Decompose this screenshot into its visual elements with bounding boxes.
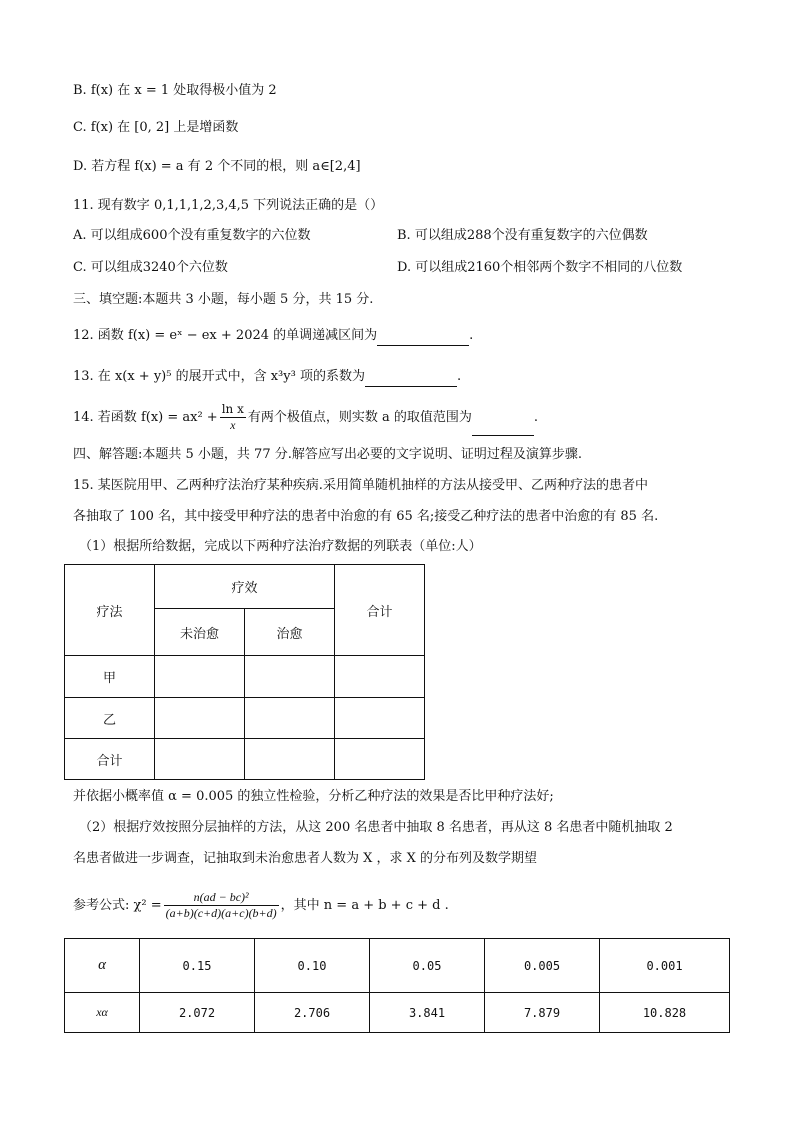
table-cell-empty[interactable] (335, 739, 425, 780)
alpha-header: α (65, 939, 140, 993)
table-cell-empty[interactable] (335, 698, 425, 739)
critical-value: 2.072 (140, 993, 255, 1033)
question-13 (73, 367, 461, 387)
answer-blank-13[interactable] (365, 372, 457, 387)
option-11b: B. 可以组成288个没有重复数字的六位偶数 (397, 228, 648, 243)
question-15-part2-line2: 名患者做进一步调查，记抽取到未治愈患者人数为 X ，求 X 的分布列及数学期望 (73, 851, 538, 866)
question-14-fraction (220, 402, 246, 433)
table-cell-empty[interactable] (245, 656, 335, 698)
alpha-value: 0.10 (255, 939, 370, 993)
x-alpha-header: xα (65, 993, 140, 1033)
question-15-line1: 15. 某医院用甲、乙两种疗法治疗某种疾病.采用简单随机抽样的方法从接受甲、乙两种疗法的患者中 (73, 478, 648, 493)
formula-denominator: (a+b)(c+d)(a+c)(b+d) (165, 906, 277, 920)
question-12-period: . (469, 328, 474, 343)
header-effect: 疗效 (155, 565, 335, 609)
table-cell-empty[interactable] (155, 739, 245, 780)
table-cell-empty[interactable] (335, 656, 425, 698)
row-label-jia: 甲 (65, 656, 155, 698)
formula-numerator: n(ad − bc)² (164, 890, 279, 906)
critical-value: 3.841 (370, 993, 485, 1033)
header-total: 合计 (335, 565, 425, 656)
alpha-value: 0.005 (485, 939, 600, 993)
fraction-denominator: x (230, 418, 236, 432)
alpha-value: 0.15 (140, 939, 255, 993)
option-10c: C. f(x) 在 [0, 2] 上是增函数 (73, 120, 239, 135)
fraction-numerator: ln x (221, 402, 244, 416)
alpha-value: 0.001 (600, 939, 730, 993)
question-14-text: 14. 若函数 f(x) = ax² + (73, 410, 218, 425)
table-cell-empty[interactable] (245, 739, 335, 780)
question-15-part1: （1）根据所给数据，完成以下两种疗法治疗数据的列联表（单位:人） (79, 539, 482, 554)
formula-tail: ，其中 n = a + b + c + d . (280, 898, 449, 913)
answer-blank-12[interactable] (377, 331, 469, 346)
formula-label: 参考公式: χ² = (73, 898, 162, 913)
question-14-middle: 有两个极值点，则实数 a 的取值范围为 (247, 410, 472, 425)
header-cured: 治愈 (245, 609, 335, 656)
question-12-text: 12. 函数 f(x) = eˣ − ex + 2024 的单调递减区间为 (73, 328, 378, 343)
contingency-table (64, 564, 425, 780)
question-15-after-table: 并依据小概率值 α = 0.005 的独立性检验，分析乙种疗法的效果是否比甲种疗法好; (73, 789, 554, 804)
question-12 (73, 326, 473, 346)
question-11-stem: 11. 现有数字 0,1,1,1,2,3,4,5 下列说法正确的是（） (73, 198, 384, 213)
alpha-value: 0.05 (370, 939, 485, 993)
critical-value-table (64, 938, 730, 1033)
option-10b: B. f(x) 在 x = 1 处取得极小值为 2 (73, 83, 277, 98)
header-uncured: 未治愈 (155, 609, 245, 656)
header-method: 疗法 (65, 565, 155, 656)
answer-blank-14[interactable] (472, 421, 534, 436)
section-4-heading: 四、解答题:本题共 5 小题，共 77 分.解答应写出必要的文字说明、证明过程及演算步骤. (73, 447, 582, 462)
option-10d: D. 若方程 f(x) = a 有 2 个不同的根，则 a∈[2,4] (73, 159, 361, 174)
critical-value: 10.828 (600, 993, 730, 1033)
critical-value: 7.879 (485, 993, 600, 1033)
question-15-line2: 各抽取了 100 名，其中接受甲种疗法的患者中治愈的有 65 名;接受乙种疗法的患者中治愈的有 85 名. (73, 509, 659, 524)
option-11d: D. 可以组成2160个相邻两个数字不相同的八位数 (397, 260, 683, 275)
question-14-period: . (533, 410, 539, 425)
critical-value: 2.706 (255, 993, 370, 1033)
reference-formula (73, 886, 449, 926)
option-11a: A. 可以组成600个没有重复数字的六位数 (73, 228, 311, 243)
table-cell-empty[interactable] (155, 698, 245, 739)
formula-fraction (164, 890, 279, 921)
question-13-period: . (456, 369, 462, 384)
question-13-text: 13. 在 x(x + y)⁵ 的展开式中，含 x³y³ 项的系数为 (73, 369, 365, 384)
table-cell-empty[interactable] (155, 656, 245, 698)
question-14 (73, 400, 538, 436)
row-label-yi: 乙 (65, 698, 155, 739)
option-11c: C. 可以组成3240个六位数 (73, 260, 228, 275)
row-label-total: 合计 (65, 739, 155, 780)
table-cell-empty[interactable] (245, 698, 335, 739)
question-15-part2-line1: （2）根据疗效按照分层抽样的方法，从这 200 名患者中抽取 8 名患者，再从这 8 名患者中随机抽取 2 (79, 820, 673, 835)
section-3-heading: 三、填空题:本题共 3 小题，每小题 5 分，共 15 分. (73, 292, 374, 307)
